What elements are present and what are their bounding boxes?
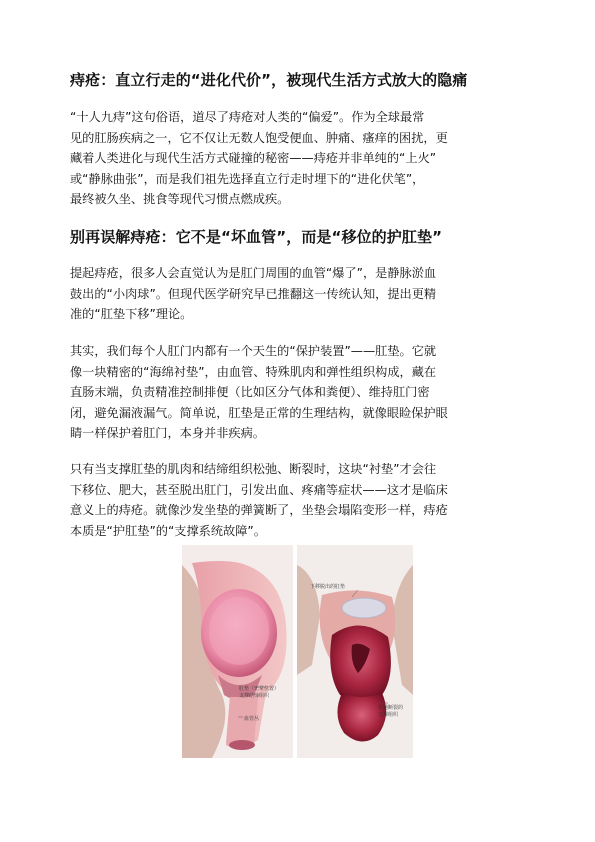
text-line: 本质是“护肛垫”的“支撑系统故障”。 [70,523,266,538]
text-line: 准的“肛垫下移”理论。 [70,307,193,322]
section-heading-2: 别再误解痔疮：它不是“坏血管”，而是“移位的护肛垫” [70,228,443,246]
paragraph-intro [70,107,528,210]
label-prolapsed-cushion: 下移脱出的肛垫 [310,584,346,590]
text-line: 睛一样保护着肛门，本身并非疾病。 [70,426,265,441]
section-heading-1: 痔疮：直立行走的“进化代价”，被现代生活方式放大的隐痛 [70,71,468,89]
text-line: 或“静脉曲张”，而是我们祖先选择直立行走时埋下的“进化伏笔”， [70,171,425,186]
label-support-tissue: 支撑结缔组织 [239,693,270,699]
anatomy-illustration [182,545,413,758]
text-line: 意义上的痔疮。就像沙发坐垫的弹簧断了，坐垫会塌陷变形一样，痔疮 [70,503,448,518]
text-line: 直肠末端，负责精准控制排便（比如区分气体和粪便）、维持肛门密 [70,385,430,400]
label-normal-cushion: 肛垫（正常位置） [239,686,280,692]
text-line: 闭，避免漏液漏气。简单说，肛垫是正常的生理结构，就像眼睑保护眼 [70,405,448,420]
paragraph-anal-cushion [70,341,528,444]
prolapsed-cushion-panel [297,545,413,758]
text-line: 下移位、肥大，甚至脱出肛门，引发出血、疼痛等症状——这才是临床 [70,482,448,497]
label-torn-tissue-1: 松弛断裂的 [378,705,404,711]
text-line: 其实，我们每个人肛门内都有一个天生的“保护装置”——肛垫。它就 [70,344,437,358]
text-line: 像一块精密的“海绵衬垫”，由血管、特殊肌肉和弹性组织构成，藏在 [70,364,437,379]
text-line: 见的肛肠疾病之一，它不仅让无数人饱受便血、肿痛、瘙痒的困扰，更 [70,130,448,145]
text-line: 只有当支撑肛垫的肌肉和结缔组织松弛、断裂时，这块“衬垫”才会往 [70,462,437,476]
paragraph-misconception [70,263,528,325]
label-torn-tissue-2: 支撑组织 [378,712,399,718]
text-line: 鼓出的“小肉球”。但现代医学研究早已推翻这一传统认知，提出更精 [70,286,437,301]
paragraph-cause [70,459,528,541]
label-vascular-plexus: 血管丛 [244,716,260,722]
text-line: 藏着人类进化与现代生活方式碰撞的秘密——痔疮并非单纯的“上火” [70,151,437,166]
text-line: “十人九痔”这句俗语，道尽了痔疮对人类的“偏爱”。作为全球最常 [70,110,425,124]
normal-anal-cushion-panel [182,545,293,758]
text-line: 最终被久坐、挑食等现代习惯点燃成疾。 [70,192,290,207]
text-line: 提起痔疮，很多人会直觉认为是肛门周围的血管“爆了”，是静脉淤血 [70,266,437,280]
